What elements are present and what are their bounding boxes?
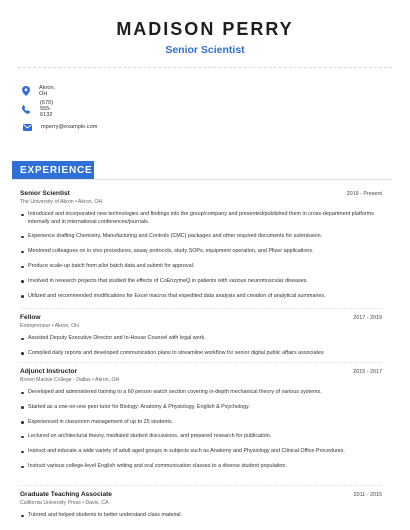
header-divider: [18, 67, 392, 68]
job-title: Fellow: [20, 314, 41, 321]
job-bullet: Produce scale-up batch from pilot batch data and submit for approval.: [20, 263, 382, 271]
experience-heading: EXPERIENCE: [12, 161, 94, 179]
resume-header: [0, 0, 410, 56]
job-bullet: Tutored and helped students to better understand class material.: [20, 512, 382, 520]
job-bullet: Utilized and recommended modifications for Excel macros that expedited data analysis and creation of analytical summaries.: [20, 293, 382, 301]
job-company: California University Press • Davis, CA: [20, 500, 109, 506]
contact-email-text: mperry@example.com: [41, 124, 98, 130]
job-company: Brown Mackie College - Dallas • Akron, OH: [20, 377, 120, 383]
contact-location-text: Akron, OH: [39, 85, 56, 97]
job-dates: 2019 - Present: [346, 191, 382, 197]
job-bullet: Started as a one-on-one peer tutor for Biology: Anatomy & Physiology, English & Psychology.: [20, 404, 382, 412]
job-bullet: Experienced in classroom management of up to 25 students.: [20, 419, 382, 427]
candidate-name: MADISON PERRY: [116, 19, 294, 39]
job-bullet: Involved in research projects that studied the effects of CoEnzymeQ in patients with various neuromuscular diseases.: [20, 278, 382, 286]
job-bullet: Developed and administered training to a 60 person watch section covering in-depth mechanical theory of various systems.: [20, 389, 382, 397]
envelope-icon: [22, 122, 32, 132]
job-separator: [20, 362, 382, 363]
job-bullet: Introduced and incorporated new technologies and findings into the group/company and presented/published them in cross-department platforms internally and in international conferences/journals.: [20, 211, 382, 226]
job-bullet: Instruct various college-level English writing and oral communication classes to a diverse student population.: [20, 463, 382, 471]
job-separator: [20, 308, 382, 309]
contact-phone: [22, 100, 54, 118]
job-entry: [20, 368, 382, 471]
job-entry: [20, 314, 382, 357]
job-company: Entrepreneur • Akron, OH: [20, 323, 79, 329]
experience-underline: [12, 179, 392, 180]
candidate-title: Senior Scientist: [165, 44, 245, 56]
job-entry: [20, 190, 382, 300]
job-dates: 2011 - 2015: [353, 492, 382, 498]
job-bullet: Mentored colleagues on in vivo procedures, assay protocols, study SOPs, equipment operation, and Pfizer applications.: [20, 248, 382, 256]
job-title: Graduate Teaching Associate: [20, 491, 112, 498]
contact-phone-text: (670) 555-6132: [40, 100, 54, 118]
job-bullets: [20, 389, 382, 471]
job-title: Adjunct Instructor: [20, 368, 78, 375]
job-entry: [20, 491, 382, 520]
job-dates: 2015 - 2017: [353, 369, 382, 375]
location-pin-icon: [22, 86, 30, 96]
contact-location: [22, 82, 57, 100]
job-bullets: [20, 512, 382, 520]
job-bullet: Compiled daily reports and developed communication plans to streamline workflow for senior digital public affairs associates: [20, 350, 382, 358]
job-bullet: Instruct and educate a wide variety of adult aged groups in subjects such as Anatomy and Physiology and Clinical Office Procedures.: [20, 448, 382, 456]
phone-icon: [22, 104, 31, 114]
contact-email: [22, 118, 97, 136]
job-bullet: Lectured on architectural theory, mediated student discussions, and prepared research for publication.: [20, 433, 382, 441]
job-bullets: [20, 335, 382, 357]
job-dates: 2017 - 2019: [353, 315, 382, 321]
job-bullet: Experience drafting Chemistry, Manufacturing and Controls (CMC) packages and other required documents for submission.: [20, 233, 382, 241]
job-separator: [20, 485, 382, 486]
job-bullets: [20, 211, 382, 300]
job-company: The University of Akron • Akron, OH: [20, 199, 103, 205]
job-bullet: Assisted Deputy Executive Director and In-House Counsel with legal work.: [20, 335, 382, 343]
job-title: Senior Scientist: [20, 190, 70, 197]
